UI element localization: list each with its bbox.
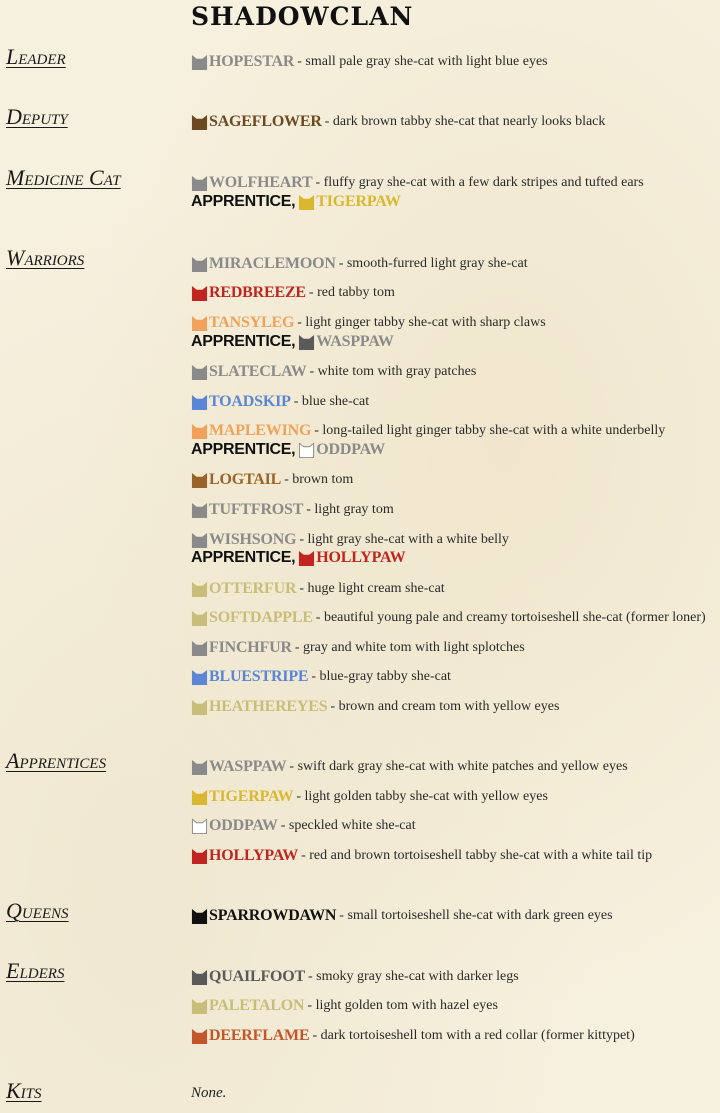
cat-name: QUAILFOOT [209, 968, 305, 985]
cat-entry-otterfur [191, 579, 445, 599]
cat-entry-sparrowdawn [191, 906, 613, 926]
cat-description: - blue-gray tabby she-cat [311, 669, 451, 684]
cat-head-icon [191, 532, 208, 549]
cat-name: SOFTDAPPLE [209, 609, 313, 626]
cat-entry-wishsong [191, 530, 509, 550]
cat-name: ODDPAW [209, 817, 278, 834]
rank-warriors: Warriors [6, 245, 85, 270]
cat-description: - light golden tom with hazel eyes [307, 998, 498, 1013]
rank-queens: Queens [6, 898, 69, 923]
cat-name: MIRACLEMOON [209, 255, 336, 272]
cat-entry-sageflower [191, 112, 605, 132]
cat-description: - red and brown tortoiseshell tabby she-cat with a white tail tip [301, 848, 653, 863]
clan-title: SHADOWCLAN [191, 2, 414, 31]
cat-entry-bluestripe [191, 667, 451, 687]
cat-name: DEERFLAME [209, 1027, 310, 1044]
apprentice-line-tansyleg [191, 332, 394, 352]
apprentice-line-wishsong [191, 548, 405, 568]
cat-entry-hopestar [191, 52, 548, 72]
cat-description: - brown and cream tom with yellow eyes [330, 699, 560, 714]
cat-entry-wolfheart [191, 173, 644, 193]
cat-name: WASPPAW [209, 758, 287, 775]
cat-name: SLATECLAW [209, 363, 307, 380]
cat-name: TANSYLEG [209, 314, 295, 331]
cat-name: HOLLYPAW [209, 847, 299, 864]
cat-description: - dark brown tabby she-cat that nearly looks black [324, 114, 606, 129]
cat-entry-deerflame [191, 1026, 635, 1046]
cat-entry-paletalon [191, 996, 498, 1016]
apprentice-label: APPRENTICE, [191, 549, 296, 566]
cat-head-icon [191, 998, 208, 1015]
cat-head-icon [298, 334, 315, 351]
cat-head-outline-icon [298, 442, 315, 459]
cat-head-icon [191, 175, 208, 192]
cat-entry-slateclaw [191, 362, 476, 382]
cat-head-icon [191, 472, 208, 489]
cat-head-icon [191, 908, 208, 925]
cat-head-icon [191, 1028, 208, 1045]
cat-description: - blue she-cat [293, 394, 370, 409]
cat-name: REDBREEZE [209, 284, 306, 301]
cat-name: SAGEFLOWER [209, 113, 322, 130]
cat-description: - light golden tabby she-cat with yellow eyes [296, 789, 548, 804]
cat-head-icon [191, 423, 208, 440]
cat-head-icon [191, 394, 208, 411]
cat-name: TIGERPAW [209, 788, 294, 805]
cat-head-icon [191, 669, 208, 686]
cat-description: - dark tortoiseshell tom with a red collar (former kittypet) [312, 1028, 635, 1043]
cat-entry-wasppaw [191, 757, 628, 777]
cat-description: - small tortoiseshell she-cat with dark green eyes [339, 908, 613, 923]
cat-description: - smoky gray she-cat with darker legs [308, 969, 519, 984]
cat-name: SPARROWDAWN [209, 907, 337, 924]
cat-description: - huge light cream she-cat [299, 581, 445, 596]
apprentice-label: APPRENTICE, [191, 193, 296, 210]
cat-head-icon [191, 640, 208, 657]
cat-entry-hollypaw [191, 846, 652, 866]
cat-entry-oddpaw [191, 816, 416, 836]
apprentice-label: APPRENTICE, [191, 333, 296, 350]
cat-name: MAPLEWING [209, 422, 312, 439]
cat-description: - light gray tom [306, 502, 394, 517]
cat-name: LOGTAIL [209, 471, 282, 488]
rank-elders: Elders [6, 958, 65, 983]
cat-description: - long-tailed light ginger tabby she-cat with a white underbelly [314, 423, 666, 438]
cat-name: WISHSONG [209, 531, 297, 548]
cat-name: TIGERPAW [316, 193, 401, 210]
cat-head-icon [191, 699, 208, 716]
cat-description: - light gray she-cat with a white belly [299, 532, 509, 547]
cat-name: TUFTFROST [209, 501, 304, 518]
cat-name: FINCHFUR [209, 639, 292, 656]
cat-entry-maplewing [191, 421, 665, 441]
cat-name: PALETALON [209, 997, 305, 1014]
cat-entry-tuftfrost [191, 500, 394, 520]
cat-head-icon [191, 256, 208, 273]
cat-name: BLUESTRIPE [209, 668, 309, 685]
rank-leader: Leader [6, 44, 66, 69]
cat-name: WOLFHEART [209, 174, 313, 191]
cat-entry-toadskip [191, 392, 369, 412]
cat-entry-logtail [191, 470, 353, 490]
apprentice-label: APPRENTICE, [191, 441, 296, 458]
cat-head-icon [191, 581, 208, 598]
cat-entry-tigerpaw [191, 787, 548, 807]
cat-head-icon [191, 315, 208, 332]
cat-description: - gray and white tom with light splotches [294, 640, 525, 655]
cat-description: - beautiful young pale and creamy tortoiseshell she-cat (former loner) [315, 610, 706, 625]
cat-name: OTTERFUR [209, 580, 297, 597]
rank-apprentices: Apprentices [6, 748, 107, 773]
rank-kits: Kits [6, 1078, 42, 1103]
cat-head-icon [191, 759, 208, 776]
cat-description: - white tom with gray patches [309, 364, 477, 379]
cat-description: - fluffy gray she-cat with a few dark stripes and tufted ears [315, 175, 644, 190]
cat-description: - smooth-furred light gray she-cat [338, 256, 528, 271]
cat-name: WASPPAW [316, 333, 394, 350]
cat-description: - brown tom [284, 472, 354, 487]
cat-head-icon [191, 789, 208, 806]
cat-entry-softdapple [191, 608, 706, 628]
cat-description: - light ginger tabby she-cat with sharp claws [297, 315, 546, 330]
rank-medicine-cat: Medicine Cat [6, 165, 121, 190]
cat-name: HOLLYPAW [316, 549, 406, 566]
cat-description: - speckled white she-cat [280, 818, 416, 833]
cat-head-outline-icon [191, 818, 208, 835]
kits-none-text: None. [191, 1085, 227, 1101]
cat-name: HOPESTAR [209, 53, 295, 70]
cat-head-icon [191, 848, 208, 865]
cat-head-icon [191, 54, 208, 71]
cat-head-icon [191, 610, 208, 627]
cat-head-icon [298, 550, 315, 567]
cat-entry-miraclemoon [191, 254, 528, 274]
cat-description: - small pale gray she-cat with light blue eyes [297, 54, 548, 69]
rank-deputy: Deputy [6, 104, 68, 129]
cat-entry-quailfoot [191, 967, 519, 987]
cat-name: HEATHEREYES [209, 698, 328, 715]
cat-entry-tansyleg [191, 313, 546, 333]
apprentice-line-wolfheart [191, 192, 401, 212]
cat-name: TOADSKIP [209, 393, 291, 410]
cat-name: ODDPAW [316, 441, 386, 458]
cat-description: - swift dark gray she-cat with white patches and yellow eyes [289, 759, 628, 774]
cat-entry-redbreeze [191, 283, 395, 303]
apprentice-line-maplewing [191, 440, 385, 460]
cat-head-icon [298, 194, 315, 211]
cat-entry-finchfur [191, 638, 525, 658]
cat-head-icon [191, 969, 208, 986]
cat-head-icon [191, 502, 208, 519]
cat-head-icon [191, 364, 208, 381]
cat-description: - red tabby tom [308, 285, 395, 300]
cat-head-icon [191, 285, 208, 302]
cat-entry-heathereyes [191, 697, 559, 717]
cat-head-icon [191, 114, 208, 131]
